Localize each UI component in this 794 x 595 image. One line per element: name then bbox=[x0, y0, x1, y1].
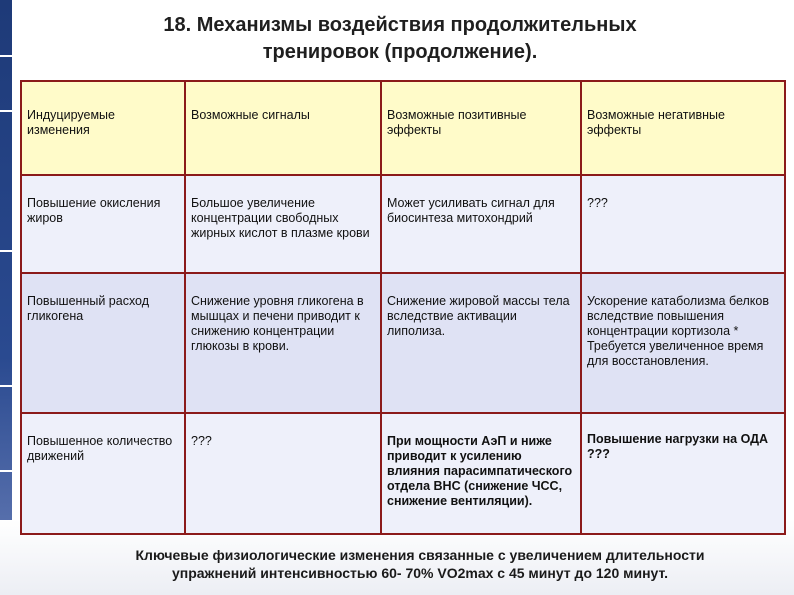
table-header-row bbox=[21, 81, 785, 175]
slide-footer bbox=[60, 546, 780, 582]
table-cell: Может усиливать сигнал для биосинтеза митохондрий bbox=[381, 175, 581, 273]
header-induced-changes: Индуцируемые изменения bbox=[21, 81, 185, 175]
footer-line-1: Ключевые физиологические изменения связанные с увеличением длительности bbox=[135, 547, 705, 563]
table-cell: Снижение жировой массы тела вследствие активации липолиза. bbox=[381, 273, 581, 413]
effects-table bbox=[20, 80, 786, 535]
table-cell: Снижение уровня гликогена в мышцах и печени приводит к снижению концентрации глюкозы в крови. bbox=[185, 273, 381, 413]
table-cell: Повышение окисления жиров bbox=[21, 175, 185, 273]
footer-line-2: упражнений интенсивностью 60- 70% VO2max с 45 минут до 120 минут. bbox=[171, 565, 669, 581]
table-cell: При мощности АэП и ниже приводит к усилению влияния парасимпатического отдела ВНС (снижение ЧСС, снижение вентиляции). bbox=[381, 413, 581, 534]
title-line-1: 18. Механизмы воздействия продолжительных bbox=[163, 14, 637, 36]
title-line-2: тренировок (продолжение). bbox=[262, 41, 538, 63]
header-negative-effects: Возможные негативные эффекты bbox=[581, 81, 785, 175]
table-row bbox=[21, 273, 785, 413]
table-row bbox=[21, 413, 785, 534]
table-cell: Ускорение катаболизма белков вследствие повышения концентрации кортизола * Требуется увеличенное время для восстановления. bbox=[581, 273, 785, 413]
header-positive-effects: Возможные позитивные эффекты bbox=[381, 81, 581, 175]
table-cell: Повышение нагрузки на ОДА ??? bbox=[581, 413, 785, 534]
left-accent-bar bbox=[0, 0, 12, 595]
table-cell: Повышенный расход гликогена bbox=[21, 273, 185, 413]
table-cell: ??? bbox=[185, 413, 381, 534]
slide-title bbox=[40, 12, 760, 66]
table-cell: Большое увеличение концентрации свободных жирных кислот в плазме крови bbox=[185, 175, 381, 273]
table-row bbox=[21, 175, 785, 273]
table-cell: ??? bbox=[581, 175, 785, 273]
table-cell: Повышенное количество движений bbox=[21, 413, 185, 534]
header-possible-signals: Возможные сигналы bbox=[185, 81, 381, 175]
